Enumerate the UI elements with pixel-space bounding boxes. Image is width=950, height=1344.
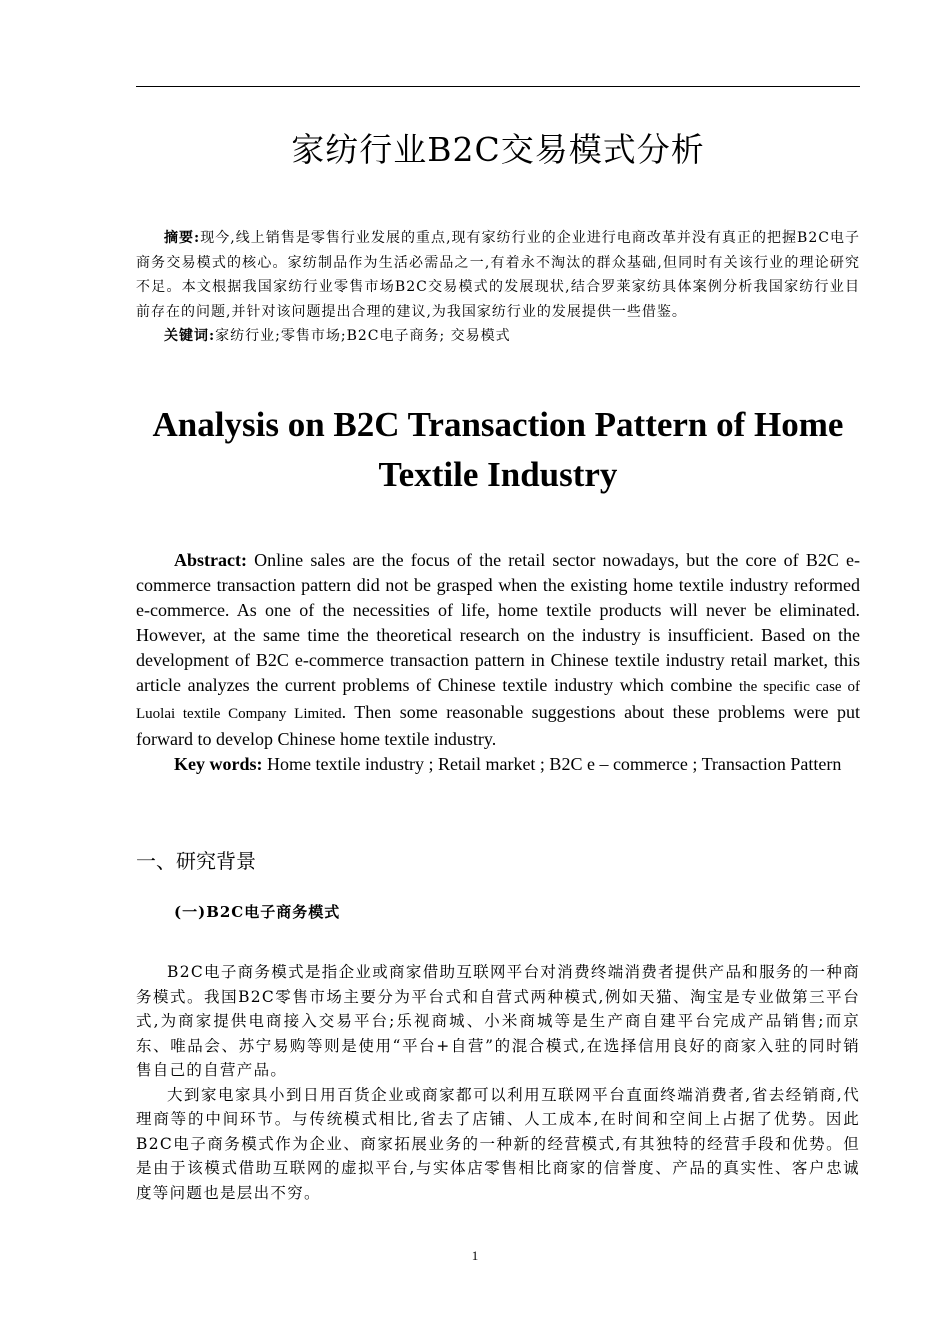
chinese-abstract [136, 226, 860, 349]
chinese-abstract-label: 摘要: [164, 230, 201, 246]
page-number: 1 [471, 1248, 479, 1263]
english-title: Analysis on B2C Transaction Pattern of Home Textile Industry [152, 405, 844, 494]
header-rule [136, 86, 860, 87]
english-abstract-label: Abstract: [174, 550, 247, 570]
chinese-keywords-paragraph [136, 324, 860, 349]
chinese-abstract-text: 现今,线上销售是零售行业发展的重点,现有家纺行业的企业进行电商改革并没有真正的把握B2C电子商务交易模式的核心。家纺制品作为生活必需品之一,有着永不淘汰的群众基础,但同时有关该行业的理论研究不足。本文根据我国家纺行业零售市场B2C交易模式的发展现状,结合罗莱家纺具体案例分析我国家纺行业目前存在的问题,并针对该问题提出合理的建议,为我国家纺行业的发展提供一些借鉴。 [136, 230, 860, 320]
chinese-abstract-paragraph [136, 226, 860, 324]
english-abstract-text-small: the specific case of Luolai textile Company Limited [136, 679, 860, 722]
english-abstract-text-1: Online sales are the focus of the retail sector nowadays, but the core of B2C e-commerce transaction pattern did not be grasped when the existing home textile industry reformed e-commerce. As one of the necessities of life, home textile products will never be eliminated. However, at the same time the theoretical research on the industry is insufficient. Based on the development of B2C e-commerce transaction pattern in Chinese textile industry retail market, this article analyzes the current problems of Chinese textile industry which combine [136, 550, 860, 695]
english-abstract [136, 548, 860, 777]
subsection-heading: (一)B2C电子商务模式 [174, 903, 341, 921]
chinese-keywords-label: 关键词: [164, 328, 216, 344]
section-heading: 一、研究背景 [136, 849, 256, 873]
body-text [136, 960, 860, 1205]
english-abstract-text-2: . Then some reasonable suggestions about these problems were put forward to develop Chinese home textile industry. [136, 702, 860, 749]
body-paragraph-2: 大到家电家具小到日用百货企业或商家都可以利用互联网平台直面终端消费者,省去经销商,代理商等的中间环节。与传统模式相比,省去了店铺、人工成本,在时间和空间上占据了优势。因此B2C电子商务模式作为企业、商家拓展业务的一种新的经营模式,有其独特的经营手段和优势。但是由于该模式借助互联网的虚拟平台,与实体店零售相比商家的信誉度、产品的真实性、客户忠诚度等问题也是层出不穷。 [136, 1085, 860, 1202]
english-keywords-paragraph [136, 752, 860, 777]
english-keywords-text: Home textile industry ; Retail market ; B2C e – commerce ; Transaction Pattern [262, 754, 842, 774]
english-keywords-label: Key words: [174, 754, 263, 774]
chinese-keywords-text: 家纺行业;零售市场;B2C电子商务; 交易模式 [215, 328, 511, 344]
chinese-title: 家纺行业B2C交易模式分析 [291, 130, 705, 169]
english-abstract-paragraph [136, 548, 860, 752]
body-paragraph-1: B2C电子商务模式是指企业或商家借助互联网平台对消费终端消费者提供产品和服务的一种商务模式。我国B2C零售市场主要分为平台式和自营式两种模式,例如天猫、淘宝是专业做第三平台式,为商家提供电商接入交易平台;乐视商城、小米商城等是生产商自建平台完成产品销售;而京东、唯品会、苏宁易购等则是使用“平台+自营”的混合模式,在选择信用良好的商家入驻的同时销售自己的自营产品。 [136, 963, 860, 1079]
